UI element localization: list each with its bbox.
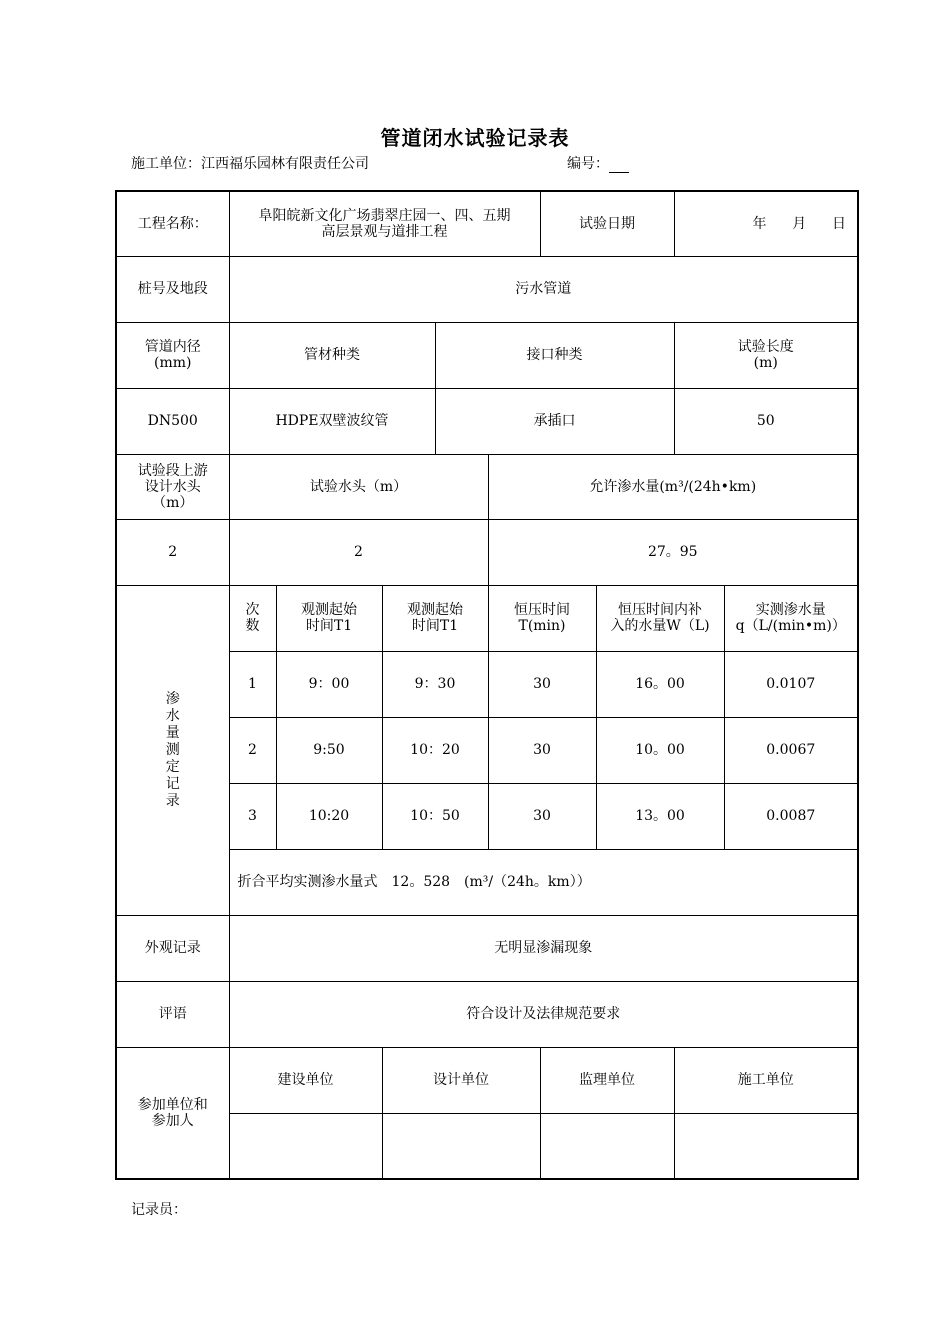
test-date-value xyxy=(674,191,858,256)
parties-label-line1: 参加单位和 xyxy=(137,1096,208,1113)
form-number xyxy=(567,153,629,173)
test-head-value: 2 xyxy=(229,519,488,585)
start-time1-cell: 9:50 xyxy=(276,717,382,783)
water-added-line1: 恒压时间内补 xyxy=(618,602,703,618)
construct-unit-label: 施工单位 xyxy=(674,1047,858,1113)
constant-time-cell: 30 xyxy=(488,783,596,849)
row-measure-header xyxy=(116,585,858,651)
recorder-label: 记录员： xyxy=(131,1202,187,1218)
test-length-label xyxy=(674,322,858,388)
constant-time-line1: 恒压时间 xyxy=(514,602,570,618)
appearance-value: 无明显渗漏现象 xyxy=(229,915,858,981)
upstream-head-value: 2 xyxy=(116,519,229,585)
count-header-line2: 数 xyxy=(245,618,260,634)
water-added-cell: 13。00 xyxy=(596,783,724,849)
test-length-value: 50 xyxy=(674,388,858,454)
date-day: 日 xyxy=(832,215,847,232)
comment-label: 评语 xyxy=(116,981,229,1047)
pipe-diameter-label-line1: 管道内径 xyxy=(144,339,201,355)
water-added-line2: 入的水量W（L) xyxy=(610,618,710,634)
constant-time-cell: 30 xyxy=(488,651,596,717)
start-time2-header xyxy=(382,585,488,651)
row-appearance xyxy=(116,915,858,981)
count-header-line1: 次 xyxy=(245,602,260,618)
test-date-label: 试验日期 xyxy=(540,191,674,256)
test-record-table xyxy=(115,190,859,1180)
upstream-head-label xyxy=(116,454,229,519)
parties-label-line2: 参加人 xyxy=(151,1112,194,1129)
parties-label xyxy=(116,1047,229,1179)
seepage-rate-line2: q（L/(min•m)） xyxy=(735,618,846,634)
construction-company: 施工单位：江西福乐园林有限责任公司 xyxy=(131,156,369,172)
form-number-label: 编号： xyxy=(567,156,609,172)
pipe-material-label: 管材种类 xyxy=(229,322,435,388)
row-pipe-header xyxy=(116,322,858,388)
page-title: 管道闭水试验记录表 xyxy=(380,126,570,150)
pipe-diameter-label xyxy=(116,322,229,388)
constant-time-line2: T(min) xyxy=(518,618,566,634)
start-time2-line2: 时间T1 xyxy=(411,618,459,634)
test-head-label: 试验水头（m） xyxy=(229,454,488,519)
row-pipe-values xyxy=(116,388,858,454)
count-cell: 1 xyxy=(229,651,276,717)
seepage-rate-cell: 0.0087 xyxy=(724,783,858,849)
form-number-blank xyxy=(609,158,629,173)
seepage-rate-header xyxy=(724,585,858,651)
start-time1-line1: 观测起始 xyxy=(301,602,357,618)
project-name-value xyxy=(229,191,540,256)
design-unit-sign xyxy=(382,1113,540,1179)
water-added-header xyxy=(596,585,724,651)
row-water-values xyxy=(116,519,858,585)
constant-time-header xyxy=(488,585,596,651)
row-water-header xyxy=(116,454,858,519)
appearance-label: 外观记录 xyxy=(116,915,229,981)
water-added-cell: 10。00 xyxy=(596,717,724,783)
row-section xyxy=(116,256,858,322)
start-time1-cell: 9：00 xyxy=(276,651,382,717)
seepage-rate-line1: 实测渗水量 xyxy=(755,602,826,618)
design-unit-label: 设计单位 xyxy=(382,1047,540,1113)
seepage-rate-cell: 0.0067 xyxy=(724,717,858,783)
joint-type-label: 接口种类 xyxy=(435,322,674,388)
section-label: 桩号及地段 xyxy=(116,256,229,322)
joint-type-value: 承插口 xyxy=(435,388,674,454)
count-cell: 3 xyxy=(229,783,276,849)
start-time1-cell: 10:20 xyxy=(276,783,382,849)
project-name-line2: 高层景观与道排工程 xyxy=(321,223,448,240)
constant-time-cell: 30 xyxy=(488,717,596,783)
supervise-unit-sign xyxy=(540,1113,674,1179)
average-seepage: 折合平均实测渗水量式 12。528 (m³/（24h。km）） xyxy=(229,849,858,915)
pipe-material-value: HDPE双壁波纹管 xyxy=(229,388,435,454)
water-added-cell: 16。00 xyxy=(596,651,724,717)
row-comment xyxy=(116,981,858,1047)
test-length-label-line2: (m) xyxy=(753,355,778,371)
upstream-head-line3: （m） xyxy=(152,494,194,511)
pipe-diameter-label-line2: (mm) xyxy=(154,355,192,371)
supervise-unit-label: 监理单位 xyxy=(540,1047,674,1113)
date-year: 年 xyxy=(752,215,767,232)
project-name-label: 工程名称： xyxy=(116,191,229,256)
start-time1-line2: 时间T1 xyxy=(305,618,353,634)
count-cell: 2 xyxy=(229,717,276,783)
start-time2-cell: 10：20 xyxy=(382,717,488,783)
start-time2-cell: 10：50 xyxy=(382,783,488,849)
comment-value: 符合设计及法律规范要求 xyxy=(229,981,858,1047)
start-time1-header xyxy=(276,585,382,651)
row-project xyxy=(116,191,858,256)
date-month: 月 xyxy=(792,215,807,232)
allowed-seepage-label: 允许渗水量(m³/(24h•km) xyxy=(488,454,858,519)
project-name-line1: 阜阳皖新文化广场翡翠庄园一、四、五期 xyxy=(258,207,511,224)
count-header xyxy=(229,585,276,651)
build-unit-sign xyxy=(229,1113,382,1179)
upstream-head-line1: 试验段上游 xyxy=(137,462,208,479)
measure-side-text: 渗水量测定记录 xyxy=(165,690,180,809)
construct-unit-sign xyxy=(674,1113,858,1179)
upstream-head-line2: 设计水头 xyxy=(144,478,201,495)
row-parties-header xyxy=(116,1047,858,1113)
section-value: 污水管道 xyxy=(229,256,858,322)
test-length-label-line1: 试验长度 xyxy=(737,339,794,355)
build-unit-label: 建设单位 xyxy=(229,1047,382,1113)
start-time2-line1: 观测起始 xyxy=(407,602,463,618)
measure-side-label xyxy=(116,585,229,915)
seepage-rate-cell: 0.0107 xyxy=(724,651,858,717)
pipe-diameter-value: DN500 xyxy=(116,388,229,454)
allowed-seepage-value: 27。95 xyxy=(488,519,858,585)
start-time2-cell: 9：30 xyxy=(382,651,488,717)
